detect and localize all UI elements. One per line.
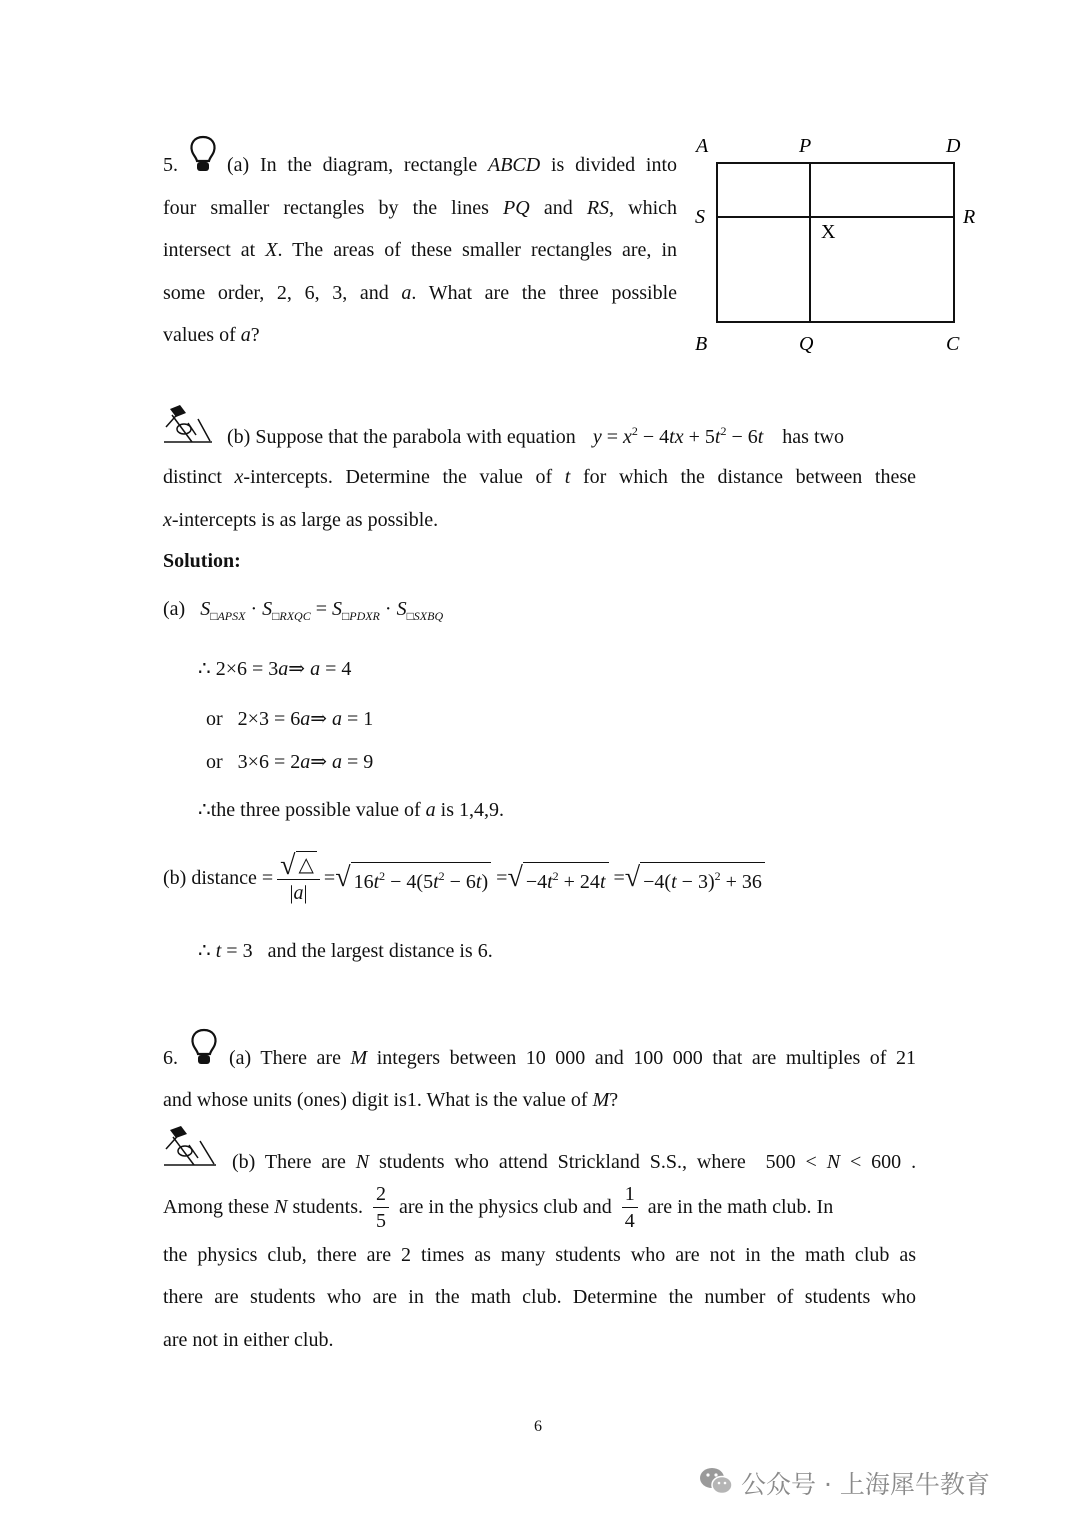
q6b-line-3: the physics club, there are 2 times as many students who are not in the math club as [163, 1244, 916, 1266]
solution-b-conclusion: ∴ t = 3 and the largest distance is 6. [198, 940, 493, 962]
watermark-text: 公众号 · 上海犀牛教育 [741, 1470, 990, 1499]
pencil-paper-icon [162, 403, 214, 445]
label-q: Q [799, 333, 814, 355]
q5b-line-3: x-intercepts is as large as possible. [163, 509, 439, 531]
q5a-line-3: intersect at X. The areas of these smaller rectangles are, in [163, 239, 678, 261]
label-s: S [695, 206, 705, 228]
lightbulb-icon [187, 1027, 221, 1069]
q6b-line-5: are not in either club. [163, 1329, 334, 1351]
question-6-number: 6. [163, 1047, 178, 1069]
solution-a-step-3: or 3×6 = 2a⇒ a = 9 [206, 751, 374, 773]
fraction-two-fifths: $\frac{2}{5}$ [373, 1181, 389, 1234]
q6b-line-1: (b) There are N students who attend Strickland S.S., where 500 < N < 600 . [232, 1151, 917, 1173]
fraction-delta-over-a: $\frac{√ \triangle}{|a|}$ [277, 851, 320, 906]
q5a-line-2: four smaller rectangles by the lines PQ and RS, which [163, 197, 678, 219]
pencil-paper-icon [162, 1124, 218, 1168]
fraction-one-quarter: $\frac{1}{4}$ [622, 1181, 638, 1234]
question-5-number: 5. [163, 154, 178, 176]
q6b-line-4: there are students who are in the math club. Determine the number of students who [163, 1286, 916, 1308]
q5a-line-4: some order, 2, 6, 3, and a. What are the three possible [163, 282, 678, 304]
wechat-icon [698, 1465, 734, 1497]
label-a: A [696, 135, 709, 157]
q5a-line-5: values of a? [163, 324, 260, 346]
solution-heading: Solution: [163, 550, 241, 572]
q5b-line-1: (b) Suppose that the parabola with equation $y = x^2 - 4tx + 5t^2 - 6t$ has two [227, 424, 844, 448]
label-b: B [695, 333, 708, 355]
q6a-line-2: and whose units (ones) digit is1. What is the value of M? [163, 1089, 619, 1111]
solution-b-distance: (b) distance = $\frac{√ \triangle}{|a|}$ = √ $16t^2 - 4(5t^2 - 6t)$ = √ $-4t^2 + 24t$ = √ $-4(t - 3)^2 + 36$ [163, 848, 765, 908]
label-p: P [799, 135, 812, 157]
solution-a-step-2: or 2×3 = 6a⇒ a = 1 [206, 708, 374, 730]
q5b-line-2: distinct x-intercepts. Determine the value of t for which the distance between these [163, 466, 917, 488]
lightbulb-icon [186, 134, 220, 176]
label-r: R [963, 206, 976, 228]
page-number: 6 [534, 1418, 542, 1435]
solution-a-conclusion: ∴the three possible value of a is 1,4,9. [198, 799, 505, 821]
rectangle-diagram [690, 130, 990, 360]
q5a-line-1: (a) In the diagram, rectangle ABCD is divided into [227, 154, 677, 176]
label-c: C [946, 333, 960, 355]
label-x: X [821, 221, 836, 243]
label-d: D [946, 135, 961, 157]
solution-a-equation: (a) $S_{□APSX} \cdot S_{□RXQC} = S_{□PDXR} \cdot S_{□SXBQ}$ [163, 598, 444, 623]
q6b-line-2: Among these N students. $\frac{2}{5}$ are in the physics club and $\frac{1}{4}$ are in the math club. In [163, 1182, 834, 1232]
solution-a-step-1: ∴ 2×6 = 3a⇒ a = 4 [198, 658, 352, 680]
q6a-line-1: (a) There are M integers between 10 000 and 100 000 that are multiples of 21 [229, 1047, 917, 1069]
